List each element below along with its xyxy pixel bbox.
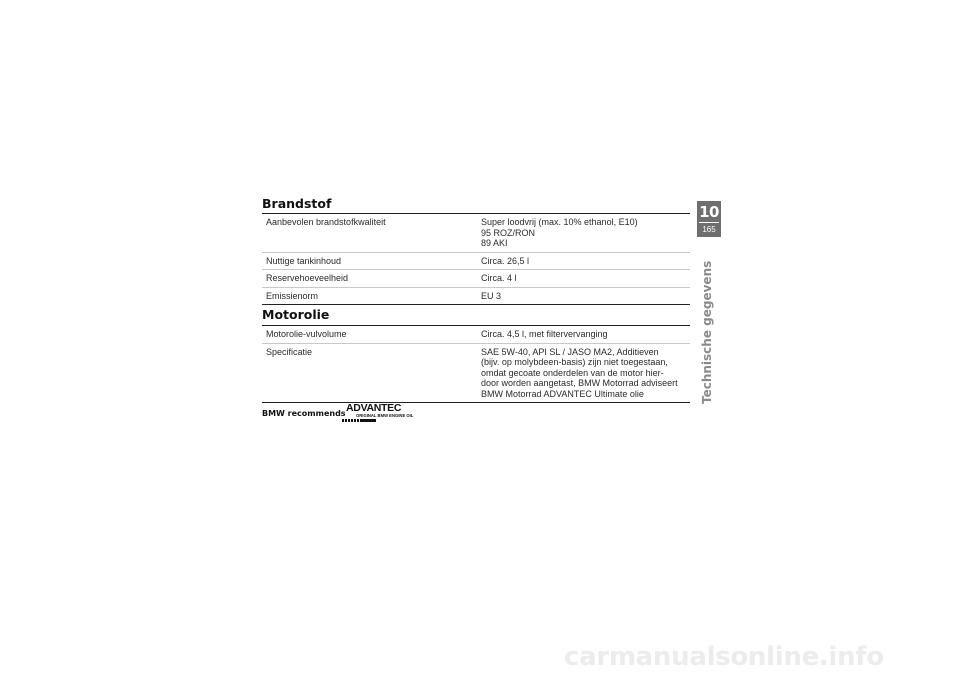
page-number: 165: [702, 225, 716, 234]
spec-value: Circa. 4 l: [477, 270, 690, 288]
fuel-spec-table: [262, 213, 690, 305]
spec-label: Aanbevolen brandstofkwaliteit: [262, 214, 477, 253]
spec-value: Circa. 26,5 l: [477, 252, 690, 270]
advantec-logo-wordmark: ADVANTEC: [346, 402, 402, 414]
spec-value: Super loodvrij (max. 10% ethanol, E10) 95 ROZ/RON 89 AKI: [477, 214, 690, 253]
spec-value: EU 3: [477, 287, 690, 305]
watermark: carmanualsonline.info: [564, 642, 884, 672]
section-title-fuel: Brandstof: [262, 196, 332, 211]
chapter-number: 10: [699, 203, 719, 221]
recommend-text: BMW recommends: [262, 409, 346, 418]
spec-row: [262, 270, 690, 288]
spec-row: [262, 343, 690, 403]
advantec-logo: [342, 402, 414, 424]
spec-value: SAE 5W-40, API SL / JASO MA2, Additieven (bijv. op molybdeen-basis) zijn niet toegestaan, omdat gecoate onderdelen van de motor hier- door worden aangetast, BMW Motorrad adviseert BMW Motorrad ADVANTEC Ultimate olie: [477, 343, 690, 403]
chapter-tab: [697, 201, 721, 237]
spec-label: Motorolie-vulvolume: [262, 326, 477, 344]
spec-row: [262, 214, 690, 253]
spec-row: [262, 326, 690, 344]
spec-row: [262, 252, 690, 270]
spec-label: Specificatie: [262, 343, 477, 403]
spec-value: Circa. 4,5 l, met filtervervanging: [477, 326, 690, 344]
spec-label: Reservehoeveelheid: [262, 270, 477, 288]
spec-row: [262, 287, 690, 305]
chapter-divider: [699, 222, 719, 223]
advantec-logo-subtitle: ORIGINAL BMW ENGINE OIL: [356, 413, 414, 418]
advantec-logo-bar: [342, 419, 376, 422]
spec-label: Emissienorm: [262, 287, 477, 305]
oil-spec-table: [262, 325, 690, 403]
chapter-title-vertical: Technische gegevens: [700, 260, 714, 404]
spec-label: Nuttige tankinhoud: [262, 252, 477, 270]
section-title-oil: Motorolie: [262, 307, 330, 322]
